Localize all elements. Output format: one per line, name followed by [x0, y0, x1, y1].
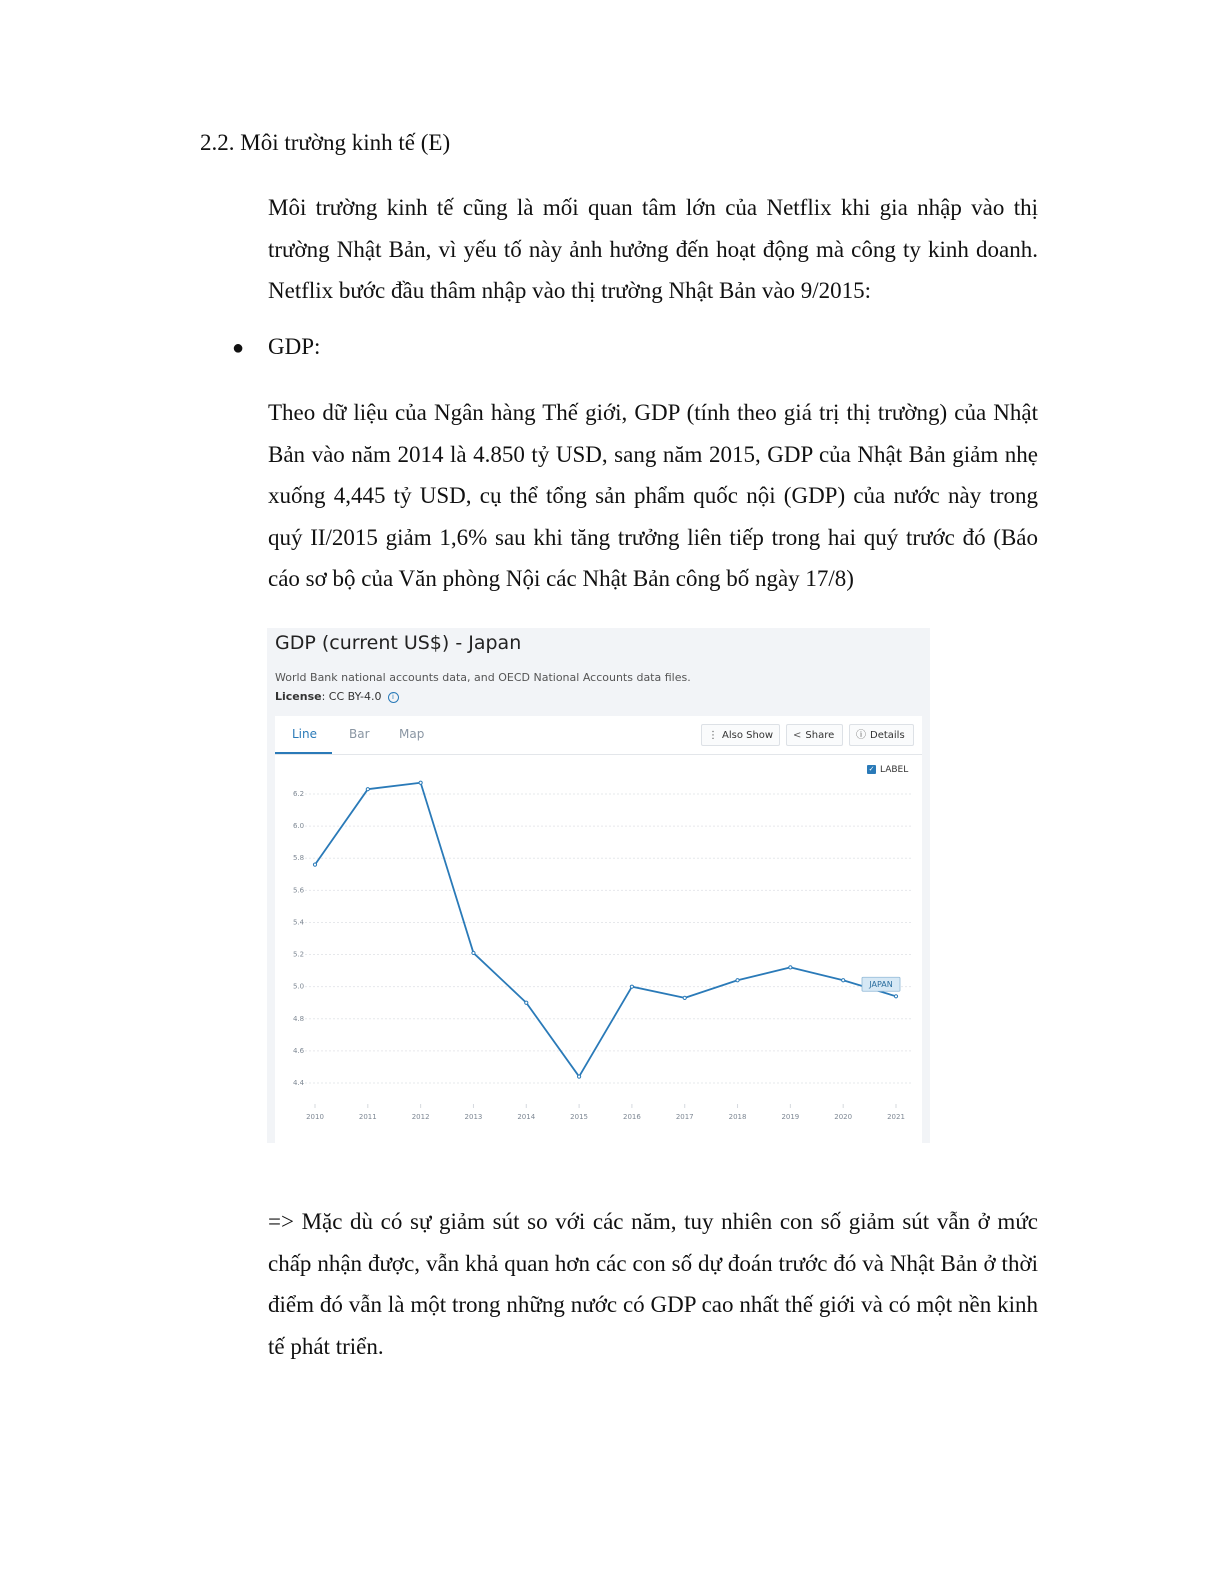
gdp-chart-widget — [267, 628, 930, 1143]
y-tick-label: 5.2 — [293, 950, 305, 959]
y-tick-label: 5.8 — [293, 854, 305, 863]
intro-paragraph: Môi trường kinh tế cũng là mối quan tâm lớn của Netflix khi gia nhập vào thị trường Nhật Bản, vì yếu tố này ảnh hưởng đến hoạt động mà công ty kinh doanh. Netflix bước đầu thâm nhập vào thị trường Nhật Bản vào 9/2015: — [268, 195, 1038, 303]
data-point — [736, 979, 739, 982]
also-show-label: Also Show — [722, 730, 774, 741]
data-point — [630, 985, 633, 988]
info-circle-icon: ⓘ — [856, 730, 866, 741]
series-label: JAPAN — [869, 980, 893, 990]
info-icon[interactable]: i — [388, 692, 399, 703]
x-tick-label: 2013 — [464, 1113, 483, 1121]
data-point — [313, 863, 316, 866]
y-tick-label: 5.0 — [293, 982, 305, 991]
x-tick-label: 2011 — [358, 1113, 377, 1121]
conclusion-paragraph: => Mặc dù có sự giảm sút so với các năm, tuy nhiên con số giảm sút vẫn ở mức chấp nhận được, vẫn khả quan hơn các con số dự đoán trước đó và Nhật Bản ở thời điểm đó vẫn là một trong những nước có GDP cao nhất thế giới và có một nền kinh tế phát triển. — [268, 1209, 1038, 1359]
section-heading: 2.2. Môi trường kinh tế (E) — [200, 130, 451, 155]
grid-lines — [305, 794, 911, 1083]
data-point — [894, 995, 897, 998]
chart-source: World Bank national accounts data, and OECD National Accounts data files. — [275, 671, 691, 684]
y-axis-ticks — [293, 790, 305, 1087]
data-point — [366, 788, 369, 791]
x-tick-label: 2017 — [675, 1113, 694, 1121]
chart-license — [275, 690, 399, 703]
y-tick-label: 6.0 — [293, 822, 305, 831]
checkbox-icon: ✓ — [868, 765, 875, 773]
data-point — [842, 979, 845, 982]
tab-map[interactable]: Map — [399, 727, 425, 741]
y-tick-label: 4.8 — [293, 1014, 305, 1023]
y-tick-label: 5.6 — [293, 886, 305, 895]
x-tick-label: 2010 — [306, 1113, 324, 1121]
data-point — [683, 996, 686, 999]
data-point — [577, 1075, 580, 1078]
x-axis-ticks — [306, 1104, 905, 1121]
data-point — [789, 966, 792, 969]
license-value: : CC BY-4.0 — [321, 690, 382, 703]
bullet-icon: ● — [232, 337, 245, 359]
y-tick-label: 4.6 — [293, 1046, 305, 1055]
license-label: License — [275, 690, 322, 703]
tab-bar[interactable]: Bar — [349, 727, 370, 741]
line-chart — [275, 716, 922, 1143]
tab-line[interactable]: Line — [292, 727, 318, 741]
data-point — [472, 951, 475, 954]
label-toggle-text: LABEL — [880, 765, 909, 775]
x-tick-label: 2020 — [834, 1113, 853, 1121]
chart-title: GDP (current US$) - Japan — [275, 632, 522, 654]
y-tick-label: 4.4 — [293, 1079, 305, 1087]
data-point — [525, 1001, 528, 1004]
share-label: Share — [805, 730, 835, 741]
kebab-icon: ⋮ — [708, 730, 718, 741]
x-tick-label: 2014 — [517, 1113, 536, 1121]
y-tick-label: 6.2 — [293, 790, 305, 798]
y-tick-label: 5.4 — [293, 918, 305, 927]
x-tick-label: 2012 — [411, 1113, 430, 1121]
x-tick-label: 2018 — [728, 1113, 747, 1121]
x-tick-label: 2019 — [781, 1113, 800, 1121]
bullet-label-gdp: GDP: — [268, 334, 321, 359]
x-tick-label: 2015 — [570, 1113, 589, 1121]
data-point — [419, 781, 422, 784]
details-label: Details — [870, 730, 905, 741]
chart-panel — [275, 716, 922, 1143]
series-line-japan — [315, 783, 896, 1077]
x-tick-label: 2021 — [887, 1113, 905, 1121]
gdp-paragraph: Theo dữ liệu của Ngân hàng Thế giới, GDP (tính theo giá trị thị trường) của Nhật Bản vào năm 2014 là 4.850 tỷ USD, sang năm 2015, GDP của Nhật Bản giảm nhẹ xuống 4,445 tỷ USD, cụ thể tổng sản phẩm quốc nội (GDP) của nước này trong quý II/2015 giảm 1,6% sau khi tăng trưởng liên tiếp trong hai quý trước đó (Báo cáo sơ bộ của Văn phòng Nội các Nhật Bản công bố ngày 17/8) — [268, 400, 1038, 591]
x-tick-label: 2016 — [622, 1113, 641, 1121]
share-icon: < — [793, 730, 802, 741]
